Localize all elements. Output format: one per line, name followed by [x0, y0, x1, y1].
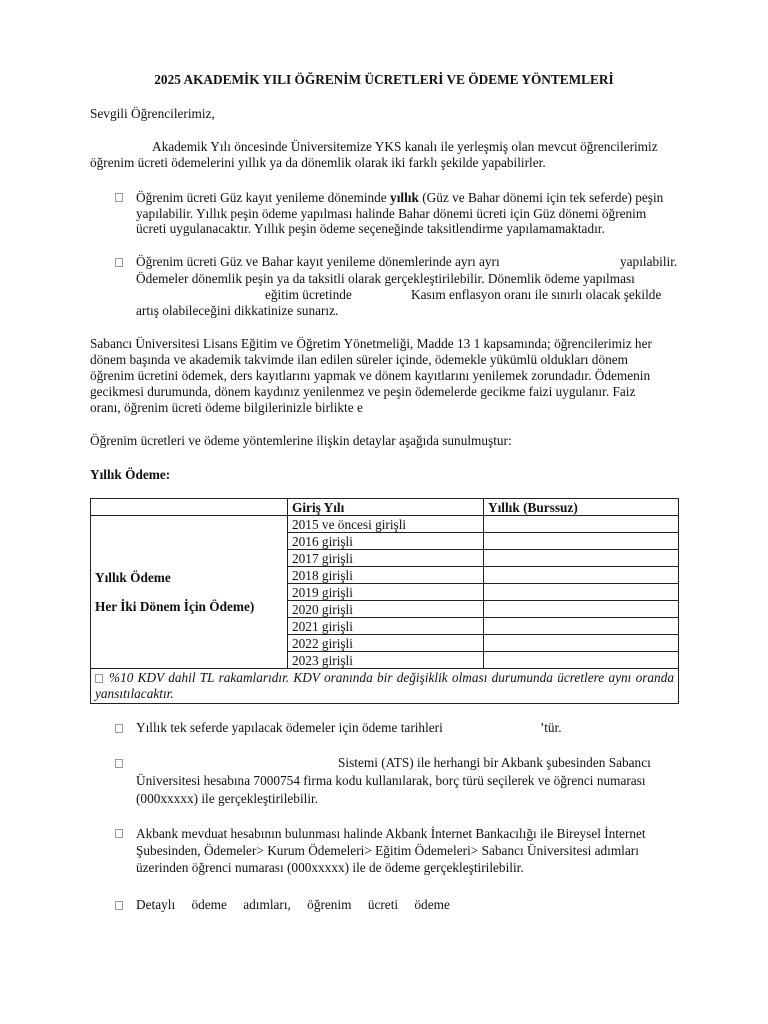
bullet-5-line-1: Akbank mevduat hesabının bulunması halinde Akbank İnternet Bankacılığı ile Bireysel İnternet [136, 826, 646, 841]
bullet-5-line-3: üzerinden öğrenci numarası (000xxxxx) ile de ödeme gerçekleştirilebilir. [136, 860, 524, 875]
bullet-1-line-3: ücreti uygulanacaktır. Yıllık peşin ödeme seçeneğinde taksitlendirme yapılamamaktadır. [136, 221, 605, 236]
bullet-2-line-1a: Öğrenim ücreti Güz ve Bahar kayıt yenileme dönemlerinde ayrı ayrı [136, 254, 500, 269]
table-cell-amount [484, 652, 679, 669]
table-cell-year: 2015 ve öncesi girişli [288, 516, 484, 533]
table-cell-year: 2023 girişli [288, 652, 484, 669]
bullet-3-text-post: ’tür. [540, 720, 562, 735]
greeting: Sevgili Öğrencilerimiz, [90, 106, 215, 121]
bullet-2-line-3b: Kasım enflasyon oranı ile sınırlı olacak şekilde [411, 287, 662, 302]
table-cell-amount [484, 516, 679, 533]
regulation-line-1: Sabancı Üniversitesi Lisans Eğitim ve Öğretim Yönetmeliği, Madde 13 1 kapsamında; öğrencilerimiz her [90, 336, 652, 351]
table-cell-amount [484, 635, 679, 652]
bullet-1-text-bold: yıllık [390, 190, 419, 205]
table-note-text: %10 KDV dahil TL rakamlarıdır. KDV oranında bir değişiklik olması durumunda ücretlere aynı oranda yansıtılacaktır. [95, 670, 674, 701]
bullet-box-icon [115, 759, 123, 768]
bullet-2-line-1b: yapılabilir. [620, 254, 678, 269]
table-cell-year: 2021 girişli [288, 618, 484, 635]
bullet-1-line-2: yapılabilir. Yıllık peşin ödeme yapılması halinde Bahar dönemi ücreti için Güz dönemi öğrenim [136, 206, 647, 221]
bullet-box-icon [115, 724, 123, 733]
bullet-1-text-post: (Güz ve Bahar dönemi için tek seferde) peşin [418, 190, 664, 205]
table-cell-year: 2022 girişli [288, 635, 484, 652]
bullet-6-line-1: Detaylı ödeme adımları, öğrenim ücreti ödeme [136, 897, 450, 912]
fee-table [90, 498, 679, 704]
annual-payment-heading: Yıllık Ödeme: [90, 467, 171, 482]
table-cell-amount [484, 533, 679, 550]
table-left-label-line-2: Her İki Dönem İçin Ödeme) [95, 599, 255, 614]
bullet-2-line-2: Ödemeler dönemlik peşin ya da taksitli olarak gerçekleştirilebilir. Dönemlik ödeme yapılması [136, 271, 635, 286]
details-intro: Öğrenim ücretleri ve ödeme yöntemlerine ilişkin detaylar aşağıda sunulmuştur: [90, 433, 512, 448]
table-header-empty [91, 499, 288, 516]
table-cell-year: 2016 girişli [288, 533, 484, 550]
table-cell-amount [484, 584, 679, 601]
bullet-2-line-3a: eğitim ücretinde [265, 287, 352, 302]
table-header-row [91, 499, 679, 516]
table-header-annual: Yıllık (Burssuz) [484, 499, 679, 516]
regulation-line-3: öğrenim ücretini ödemek, ders kayıtlarını yapmak ve dönem kayıtlarını yenilemek zorundadır. Ödemenin [90, 368, 651, 383]
table-cell-amount [484, 567, 679, 584]
bullet-4-line-3: (000xxxxx) ile gerçekleştirilebilir. [136, 791, 319, 806]
intro-line-1: Akademik Yılı öncesinde Üniversitemize YKS kanalı ile yerleşmiş olan mevcut öğrencilerimiz [152, 139, 658, 154]
table-cell-year: 2020 girişli [288, 601, 484, 618]
bullet-box-icon [115, 193, 123, 202]
table-cell-amount [484, 550, 679, 567]
table-note-cell [91, 669, 679, 704]
bullet-1-text-pre: Öğrenim ücreti Güz kayıt yenileme döneminde [136, 190, 391, 205]
table-cell-year: 2018 girişli [288, 567, 484, 584]
regulation-line-2: dönem başında ve akademik takvimde ilan edilen süreler içinde, ödemekle yükümlü oldukları dönem [90, 352, 628, 367]
table-cell-amount [484, 601, 679, 618]
table-cell-year: 2019 girişli [288, 584, 484, 601]
intro-line-2: öğrenim ücreti ödemelerini yıllık ya da dönemlik olarak iki farklı şekilde yapabilirler. [90, 155, 546, 170]
table-row [91, 516, 679, 533]
table-header-entry-year: Giriş Yılı [288, 499, 484, 516]
bullet-5-line-2: Şubesinden, Ödemeler> Kurum Ödemeleri> Eğitim Ödemeleri> Sabancı Üniversitesi adımları [136, 843, 639, 858]
bullet-4-line-1: Sistemi (ATS) ile herhangi bir Akbank şubesinden Sabancı [338, 755, 651, 770]
table-left-label-line-1: Yıllık Ödeme [95, 570, 171, 585]
bullet-box-icon [115, 829, 123, 838]
table-note-row [91, 669, 679, 704]
table-left-label-cell [91, 516, 288, 669]
regulation-line-4: gecikmesi durumunda, dönem kaydınız yenilenmez ve peşin ödemelerde gecikme faizi uygulanır. Faiz [90, 384, 636, 399]
regulation-line-5: oranı, öğrenim ücreti ödeme bilgilerinizle birlikte e [90, 400, 363, 415]
bullet-1-line-1 [136, 190, 678, 207]
bullet-4-line-2: Üniversitesi hesabına 7000754 firma kodu kullanılarak, borç türü seçilerek ve öğrenci numarası [136, 773, 646, 788]
table-cell-year: 2017 girişli [288, 550, 484, 567]
bullet-3-text-pre: Yıllık tek seferde yapılacak ödemeler için ödeme tarihleri [136, 720, 443, 735]
bullet-box-icon [95, 674, 103, 683]
bullet-box-icon [115, 901, 123, 910]
document-title: 2025 AKADEMİK YILI ÖĞRENİM ÜCRETLERİ VE ÖDEME YÖNTEMLERİ [154, 72, 614, 87]
bullet-2-line-4: artış olabileceğini dikkatinize sunarız. [136, 303, 339, 318]
bullet-box-icon [115, 258, 123, 267]
table-cell-amount [484, 618, 679, 635]
